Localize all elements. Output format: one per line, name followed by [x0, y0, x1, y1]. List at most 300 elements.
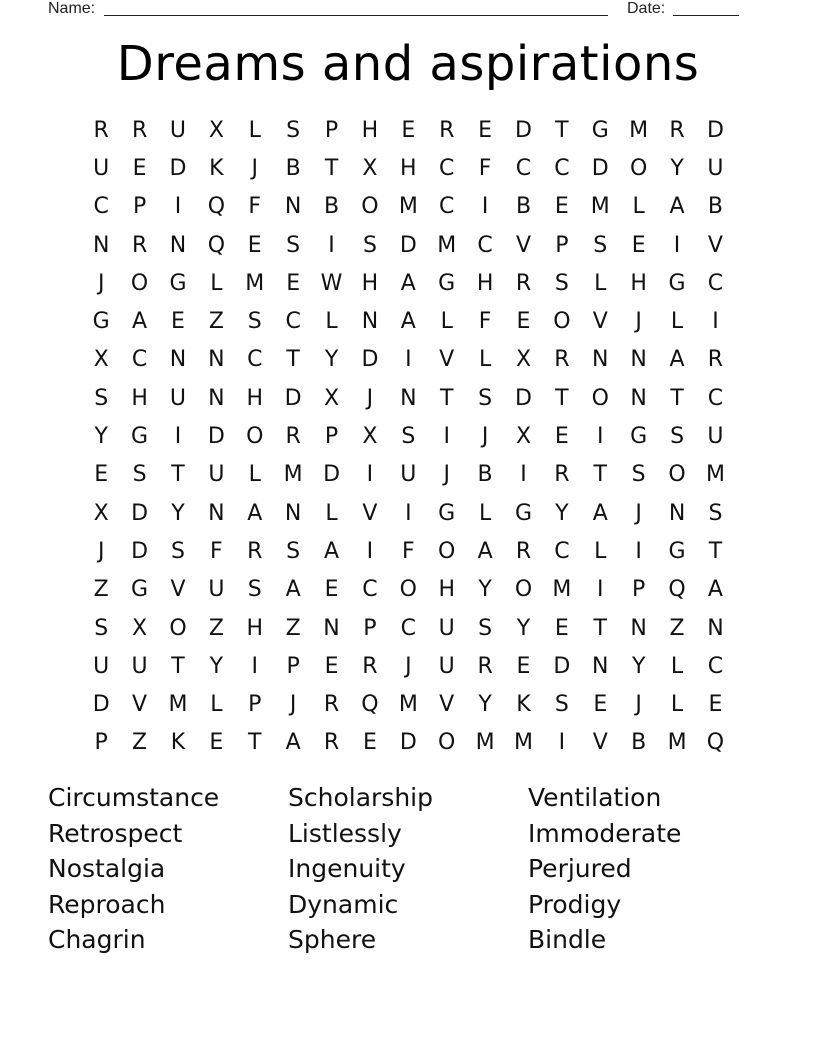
grid-letter[interactable]: G [630, 424, 648, 450]
grid-letter[interactable]: Y [94, 424, 108, 450]
word-item: Bindle [528, 925, 607, 954]
grid-letter[interactable]: X [132, 615, 148, 641]
grid-letter[interactable]: A [669, 194, 685, 220]
grid-letter[interactable]: O [438, 730, 456, 756]
grid-letter[interactable]: F [478, 309, 492, 335]
grid-letter[interactable]: V [439, 692, 455, 718]
grid-letter[interactable]: R [247, 538, 263, 564]
grid-letter[interactable]: Y [324, 347, 339, 373]
grid-letter[interactable]: C [554, 155, 570, 181]
grid-letter[interactable]: Q [207, 232, 226, 258]
grid-letter[interactable]: X [324, 385, 340, 411]
grid-letter[interactable]: J [97, 538, 105, 564]
grid-letter[interactable]: D [706, 117, 724, 143]
grid-letter[interactable]: E [593, 692, 608, 718]
grid-letter[interactable]: I [174, 424, 182, 450]
grid-letter[interactable]: M [398, 194, 418, 220]
grid-letter[interactable]: V [592, 309, 608, 335]
grid-letter[interactable]: E [132, 155, 147, 181]
grid-letter[interactable]: T [555, 117, 569, 143]
grid-letter[interactable]: L [248, 117, 261, 143]
grid-letter[interactable]: X [208, 117, 224, 143]
grid-letter[interactable]: S [593, 232, 608, 258]
grid-letter[interactable]: H [131, 385, 148, 411]
grid-letter[interactable]: I [597, 577, 604, 603]
name-label: Name: [48, 0, 96, 17]
grid-letter[interactable]: D [553, 653, 571, 679]
grid-letter[interactable]: N [668, 500, 686, 526]
grid-letter[interactable]: J [481, 424, 489, 450]
grid-letter[interactable]: Y [516, 615, 531, 641]
grid-letter[interactable]: D [515, 385, 532, 411]
grid-letter[interactable]: N [208, 500, 225, 526]
grid-letter[interactable]: D [131, 538, 149, 564]
grid-letter[interactable]: D [399, 232, 417, 258]
word-column-1 [48, 780, 288, 958]
grid-letter[interactable]: O [361, 194, 379, 220]
grid-letter[interactable]: A [707, 577, 723, 603]
grid-letter[interactable]: C [362, 577, 378, 603]
grid-letter[interactable]: C [93, 194, 109, 220]
grid-letter[interactable]: Y [478, 692, 492, 718]
grid-letter[interactable]: R [477, 653, 493, 679]
grid-letter[interactable]: D [207, 424, 225, 450]
grid-letter[interactable]: S [631, 462, 646, 488]
grid-letter[interactable]: A [669, 347, 685, 373]
grid-letter[interactable]: W [320, 270, 343, 296]
grid-letter[interactable]: D [92, 692, 110, 718]
grid-letter[interactable]: L [670, 653, 684, 679]
grid-letter[interactable]: L [670, 692, 684, 718]
grid-letter[interactable]: M [437, 232, 457, 258]
grid-letter[interactable]: Y [555, 500, 569, 526]
grid-letter[interactable]: M [398, 692, 418, 718]
grid-letter[interactable]: O [553, 309, 571, 335]
grid-letter[interactable]: N [630, 385, 647, 411]
grid-letter[interactable]: E [324, 653, 339, 679]
grid-letter[interactable]: B [323, 194, 340, 220]
grid-letter[interactable]: F [210, 538, 223, 564]
grid-letter[interactable]: P [94, 730, 108, 756]
grid-letter[interactable]: N [208, 385, 225, 411]
grid-letter[interactable]: E [554, 615, 569, 641]
grid-letter[interactable]: G [169, 270, 187, 296]
grid-letter[interactable]: O [169, 615, 187, 641]
grid-letter[interactable]: B [515, 194, 532, 220]
grid-letter[interactable]: I [673, 232, 681, 258]
grid-letter[interactable]: I [635, 538, 642, 564]
grid-letter[interactable]: Y [209, 653, 224, 679]
grid-letter[interactable]: U [131, 653, 148, 679]
grid-letter[interactable]: G [591, 117, 609, 143]
grid-letter[interactable]: H [246, 615, 264, 641]
grid-letter[interactable]: I [712, 309, 719, 335]
grid-letter[interactable]: U [438, 615, 455, 641]
grid-letter[interactable]: I [597, 424, 604, 450]
grid-letter[interactable]: L [210, 692, 223, 718]
grid-letter[interactable]: E [362, 730, 377, 756]
grid-letter[interactable]: G [131, 424, 149, 450]
grid-letter[interactable]: L [632, 194, 645, 220]
grid-letter[interactable]: H [361, 270, 379, 296]
grid-letter[interactable]: A [400, 309, 416, 335]
grid-letter[interactable]: O [399, 577, 417, 603]
grid-letter[interactable]: Y [171, 500, 185, 526]
grid-letter[interactable]: C [554, 538, 570, 564]
grid-letter[interactable]: N [92, 232, 110, 258]
grid-letter[interactable]: V [592, 730, 608, 756]
grid-letter[interactable]: O [246, 424, 264, 450]
grid-letter[interactable]: I [366, 462, 374, 488]
grid-letter[interactable]: O [668, 462, 686, 488]
grid-letter[interactable]: L [478, 500, 492, 526]
grid-letter[interactable]: R [131, 232, 148, 258]
grid-letter[interactable]: C [477, 232, 493, 258]
grid-letter[interactable]: C [285, 309, 301, 335]
grid-letter[interactable]: P [632, 577, 646, 603]
grid-letter[interactable]: A [477, 538, 493, 564]
grid-letter[interactable]: I [251, 653, 258, 679]
grid-letter[interactable]: V [515, 232, 532, 258]
grid-letter[interactable]: Q [668, 577, 686, 603]
grid-letter[interactable]: E [478, 117, 493, 143]
grid-letter[interactable]: N [169, 232, 187, 258]
grid-letter[interactable]: I [405, 500, 412, 526]
grid-letter[interactable]: A [400, 270, 416, 296]
grid-letter[interactable]: Z [208, 615, 224, 641]
grid-letter[interactable]: L [478, 347, 492, 373]
grid-letter[interactable]: G [131, 577, 149, 603]
grid-letter[interactable]: E [324, 577, 339, 603]
grid-letter[interactable]: S [478, 615, 493, 641]
grid-letter[interactable]: N [630, 615, 647, 641]
grid-letter[interactable]: Z [208, 309, 224, 335]
grid-letter[interactable]: N [400, 385, 417, 411]
grid-letter[interactable]: U [208, 577, 225, 603]
grid-letter[interactable]: T [670, 385, 684, 411]
grid-letter[interactable]: F [478, 155, 492, 181]
grid-letter[interactable]: G [668, 538, 686, 564]
grid-letter[interactable]: I [481, 194, 489, 220]
grid-letter[interactable]: D [515, 117, 532, 143]
grid-letter[interactable]: V [170, 577, 186, 603]
grid-letter[interactable]: X [515, 424, 532, 450]
grid-letter[interactable]: O [630, 155, 648, 181]
grid-letter[interactable]: P [248, 692, 262, 718]
grid-letter[interactable]: M [283, 462, 303, 488]
grid-letter[interactable]: H [438, 577, 455, 603]
grid-letter[interactable]: T [593, 462, 607, 488]
grid-letter[interactable]: L [248, 462, 261, 488]
grid-letter[interactable]: S [362, 232, 377, 258]
grid-letter[interactable]: R [93, 117, 109, 143]
grid-letter[interactable]: L [670, 309, 684, 335]
grid-letter[interactable]: T [555, 385, 569, 411]
grid-letter[interactable]: H [630, 270, 647, 296]
grid-letter[interactable]: Z [285, 615, 301, 641]
grid-letter[interactable]: E [247, 232, 262, 258]
grid-letter[interactable]: M [667, 730, 687, 756]
grid-letter[interactable]: Q [361, 692, 379, 718]
grid-letter[interactable]: M [552, 577, 572, 603]
grid-letter[interactable]: E [631, 232, 646, 258]
grid-letter[interactable]: U [208, 462, 225, 488]
grid-letter[interactable]: L [325, 500, 338, 526]
grid-letter[interactable]: Y [631, 653, 646, 679]
grid-letter[interactable]: M [590, 194, 610, 220]
grid-letter[interactable]: U [707, 155, 724, 181]
grid-letter[interactable]: S [708, 500, 723, 526]
grid-letter[interactable]: S [132, 462, 147, 488]
page-title: Dreams and aspirations [116, 36, 700, 92]
grid-letter[interactable]: L [210, 270, 223, 296]
grid-letter[interactable]: U [169, 385, 187, 411]
grid-letter[interactable]: H [476, 270, 494, 296]
grid-letter[interactable]: R [285, 424, 301, 450]
grid-letter[interactable]: D [323, 462, 341, 488]
grid-letter[interactable]: E [516, 653, 531, 679]
grid-letter[interactable]: S [170, 538, 185, 564]
grid-letter[interactable]: Q [207, 194, 226, 220]
grid-letter[interactable]: E [554, 424, 569, 450]
grid-letter[interactable]: Z [132, 730, 148, 756]
grid-letter[interactable]: X [93, 347, 109, 373]
grid-letter[interactable]: K [516, 692, 531, 718]
word-column-3 [528, 780, 768, 958]
grid-letter[interactable]: I [520, 462, 527, 488]
grid-letter[interactable]: J [635, 309, 642, 335]
grid-letter[interactable]: N [208, 347, 225, 373]
grid-letter[interactable]: M [705, 462, 725, 488]
grid-letter[interactable]: X [93, 500, 109, 526]
grid-letter[interactable]: R [323, 730, 340, 756]
grid-letter[interactable]: S [247, 309, 262, 335]
grid-letter[interactable]: S [94, 615, 109, 641]
grid-letter[interactable]: V [132, 692, 148, 718]
grid-letter[interactable]: V [362, 500, 378, 526]
grid-letter[interactable]: N [707, 615, 724, 641]
grid-letter[interactable]: Z [669, 615, 685, 641]
grid-letter[interactable]: S [554, 270, 569, 296]
grid-letter[interactable]: S [401, 424, 416, 450]
grid-letter[interactable]: T [171, 653, 185, 679]
grid-letter[interactable]: C [439, 155, 455, 181]
grid-letter[interactable]: B [631, 730, 647, 756]
grid-letter[interactable]: U [438, 653, 455, 679]
grid-letter[interactable]: D [591, 155, 609, 181]
grid-letter[interactable]: O [514, 577, 533, 603]
grid-letter[interactable]: J [443, 462, 450, 488]
grid-letter[interactable]: I [405, 347, 412, 373]
grid-letter[interactable]: B [707, 194, 723, 220]
grid-letter[interactable]: C [707, 385, 724, 411]
grid-letter[interactable]: K [209, 155, 224, 181]
grid-letter[interactable]: S [554, 692, 569, 718]
grid-letter[interactable]: M [168, 692, 188, 718]
grid-letter[interactable]: Z [93, 577, 109, 603]
grid-row [82, 149, 735, 187]
grid-letter[interactable]: E [516, 309, 531, 335]
grid-letter[interactable]: B [477, 462, 493, 488]
grid-letter[interactable]: C [707, 270, 724, 296]
grid-letter[interactable]: V [439, 347, 455, 373]
grid-letter[interactable]: X [362, 424, 378, 450]
word-item: Listlessly [288, 818, 402, 848]
grid-letter[interactable]: C [400, 615, 416, 641]
grid-letter[interactable]: F [401, 538, 415, 564]
grid-letter[interactable]: P [132, 194, 147, 220]
grid-letter[interactable]: J [97, 270, 105, 296]
grid-letter[interactable]: J [366, 385, 374, 411]
grid-letter[interactable]: O [438, 538, 456, 564]
grid-letter[interactable]: I [558, 730, 566, 756]
grid-letter[interactable]: T [286, 347, 300, 373]
grid-letter[interactable]: J [635, 500, 642, 526]
grid-letter[interactable]: C [131, 347, 148, 373]
grid-letter[interactable]: R [515, 270, 532, 296]
grid-letter[interactable]: J [289, 692, 297, 718]
grid-letter[interactable]: G [514, 500, 533, 526]
grid-letter[interactable]: E [401, 117, 416, 143]
grid-letter[interactable]: N [169, 347, 187, 373]
grid-letter[interactable]: P [286, 653, 300, 679]
grid-letter[interactable]: N [592, 653, 609, 679]
grid-letter[interactable]: F [248, 194, 262, 220]
grid-letter[interactable]: N [284, 500, 302, 526]
grid-letter[interactable]: I [443, 424, 450, 450]
grid-letter[interactable]: R [669, 117, 685, 143]
grid-letter[interactable]: C [515, 155, 532, 181]
grid-letter[interactable]: E [94, 462, 109, 488]
grid-letter[interactable]: C [247, 347, 263, 373]
grid-letter[interactable]: G [438, 270, 456, 296]
grid-letter[interactable]: S [286, 232, 301, 258]
grid-letter[interactable]: T [248, 730, 262, 756]
grid-letter[interactable]: A [324, 538, 340, 564]
grid-letter[interactable]: N [323, 615, 340, 641]
grid-letter[interactable]: A [247, 500, 263, 526]
grid-letter[interactable]: Q [706, 730, 725, 756]
grid-letter[interactable]: Y [670, 155, 684, 181]
grid-letter[interactable]: A [285, 577, 301, 603]
grid-letter[interactable]: R [707, 347, 724, 373]
grid-letter[interactable]: M [245, 270, 265, 296]
grid-letter[interactable]: M [514, 730, 533, 756]
grid-letter[interactable]: T [708, 538, 723, 564]
grid-letter[interactable]: I [366, 538, 374, 564]
grid-letter[interactable]: D [399, 730, 417, 756]
grid-letter[interactable]: S [247, 577, 262, 603]
grid-letter[interactable]: N [592, 347, 609, 373]
grid-letter[interactable]: Y [478, 577, 492, 603]
grid-letter[interactable]: N [630, 347, 647, 373]
grid-letter[interactable]: E [171, 309, 185, 335]
grid-letter[interactable]: J [635, 692, 642, 718]
grid-letter[interactable]: C [439, 194, 455, 220]
grid-letter[interactable]: U [169, 117, 187, 143]
grid-letter[interactable]: J [251, 155, 258, 181]
grid-letter[interactable]: S [670, 424, 685, 450]
grid-letter[interactable]: H [246, 385, 264, 411]
grid-letter[interactable]: U [400, 462, 417, 488]
name-blank-line[interactable] [104, 15, 608, 16]
word-item: Ingenuity [288, 854, 406, 883]
grid-letter[interactable]: S [286, 538, 301, 564]
grid-letter[interactable]: I [174, 194, 182, 220]
grid-letter[interactable]: P [363, 615, 377, 641]
grid-letter[interactable]: R [362, 653, 378, 679]
grid-letter[interactable]: E [554, 194, 569, 220]
grid-letter[interactable]: R [554, 462, 570, 488]
grid-letter[interactable]: D [131, 500, 149, 526]
grid-letter[interactable]: M [629, 117, 649, 143]
grid-letter[interactable]: O [130, 270, 149, 296]
grid-letter[interactable]: C [707, 653, 724, 679]
grid-letter[interactable]: D [361, 347, 379, 373]
grid-letter[interactable]: R [515, 538, 532, 564]
grid-letter[interactable]: R [323, 692, 340, 718]
grid-letter[interactable]: L [594, 538, 607, 564]
grid-letter[interactable]: A [592, 500, 608, 526]
grid-letter[interactable]: J [405, 653, 412, 679]
word-item: Sphere [288, 925, 377, 954]
grid-letter[interactable]: R [439, 117, 455, 143]
grid-letter[interactable]: U [93, 653, 110, 679]
grid-letter[interactable]: T [593, 615, 607, 641]
grid-letter[interactable]: B [285, 155, 301, 181]
grid-letter[interactable]: L [594, 270, 607, 296]
grid-letter[interactable]: A [132, 309, 148, 335]
grid-letter[interactable]: G [668, 270, 686, 296]
grid-letter[interactable]: S [286, 117, 301, 143]
grid-letter[interactable]: T [439, 385, 454, 411]
grid-letter[interactable]: E [708, 692, 723, 718]
grid-letter[interactable]: N [284, 194, 302, 220]
grid-letter[interactable]: D [284, 385, 302, 411]
grid-letter[interactable]: U [93, 155, 110, 181]
date-blank-line[interactable] [673, 15, 739, 16]
grid-letter[interactable]: P [324, 117, 339, 143]
grid-letter[interactable]: V [707, 232, 723, 258]
grid-letter[interactable]: S [478, 385, 493, 411]
grid-letter[interactable]: R [131, 117, 148, 143]
grid-letter[interactable]: I [328, 232, 335, 258]
grid-letter[interactable]: G [438, 500, 456, 526]
grid-letter[interactable]: P [324, 424, 339, 450]
grid-letter[interactable]: U [707, 424, 724, 450]
grid-letter[interactable]: M [475, 730, 495, 756]
grid-letter[interactable]: D [169, 155, 187, 181]
grid-letter[interactable]: E [286, 270, 301, 296]
grid-letter[interactable]: R [554, 347, 570, 373]
grid-letter[interactable]: H [361, 117, 379, 143]
grid-letter[interactable]: P [555, 232, 569, 258]
grid-letter[interactable]: T [324, 155, 339, 181]
grid-letter[interactable]: X [362, 155, 378, 181]
grid-letter[interactable]: X [515, 347, 532, 373]
grid-letter[interactable]: S [94, 385, 109, 411]
grid-letter[interactable]: L [440, 309, 453, 335]
grid-letter[interactable]: L [325, 309, 338, 335]
grid-letter[interactable]: O [591, 385, 609, 411]
grid-letter[interactable]: K [170, 730, 186, 756]
grid-letter[interactable]: T [171, 462, 185, 488]
grid-letter[interactable]: H [400, 155, 417, 181]
grid-letter[interactable]: E [209, 730, 224, 756]
grid-letter[interactable]: G [92, 309, 110, 335]
grid-letter[interactable]: A [285, 730, 301, 756]
grid-letter[interactable]: N [361, 309, 379, 335]
